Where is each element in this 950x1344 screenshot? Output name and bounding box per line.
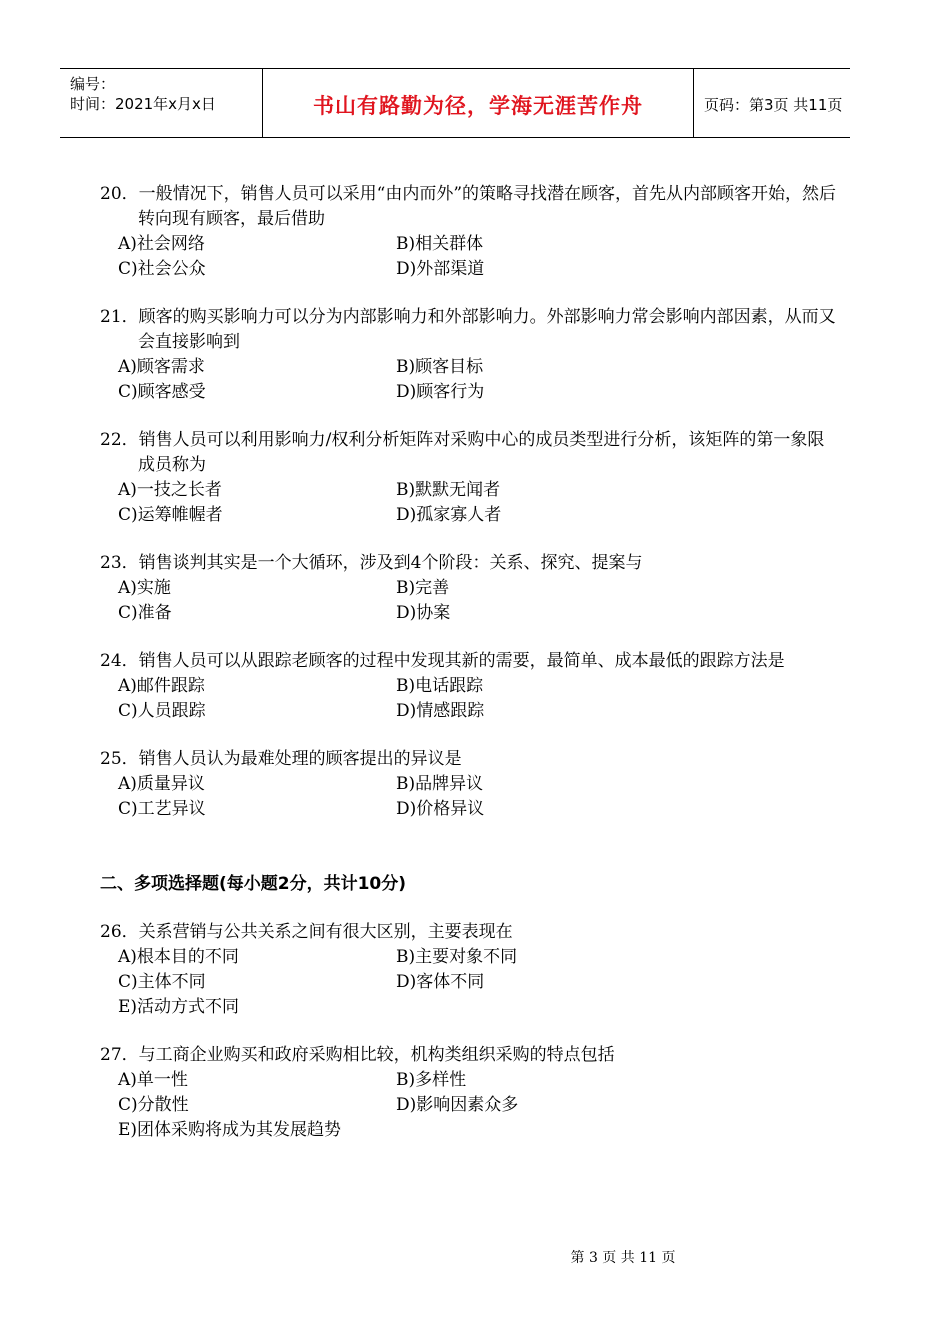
- page-info: 页码：第3页 共11页: [704, 96, 843, 114]
- option-item: E)团体采购将成为其发展趋势: [118, 1120, 342, 1140]
- header-page-cell: [694, 69, 850, 137]
- option-item: A)单一性: [118, 1070, 188, 1090]
- question-options: [100, 355, 840, 405]
- option-item: B)电话跟踪: [396, 676, 484, 696]
- option-item: A)社会网络: [118, 234, 205, 254]
- question-item: [100, 428, 840, 528]
- option-item: B)默默无闻者: [396, 480, 501, 500]
- option-item: C)人员跟踪: [118, 701, 206, 721]
- motto: 书山有路勤为径，学海无涯苦作舟: [313, 94, 643, 118]
- header-meta: [60, 69, 262, 137]
- option-item: D)影响因素众多: [396, 1095, 519, 1115]
- option-item: D)顾客行为: [396, 382, 485, 402]
- option-item: A)实施: [118, 578, 171, 598]
- question-item: [100, 551, 840, 626]
- option-item: B)主要对象不同: [396, 947, 518, 967]
- time-label: 时间：2021年x月x日: [70, 95, 216, 113]
- option-item: C)分散性: [118, 1095, 189, 1115]
- question-stem: 27．与工商企业购买和政府采购相比较，机构类组织采购的特点包括: [100, 1045, 615, 1065]
- option-item: E)活动方式不同: [118, 997, 240, 1017]
- option-item: C)工艺异议: [118, 799, 206, 819]
- question-options: [100, 576, 840, 626]
- question-stem: 23．销售谈判其实是一个大循环，涉及到4个阶段：关系、探究、提案与: [100, 553, 643, 573]
- question-options: [100, 674, 840, 724]
- option-item: B)完善: [396, 578, 450, 598]
- option-item: B)多样性: [396, 1070, 467, 1090]
- page-header: [60, 68, 850, 138]
- question-content: [100, 182, 840, 1166]
- question-options: [100, 232, 840, 282]
- question-stem: 24．销售人员可以从跟踪老顾客的过程中发现其新的需要，最简单、成本最低的跟踪方法是: [100, 651, 785, 671]
- question-item: [100, 747, 840, 822]
- question-options: [100, 1068, 840, 1143]
- question-item: [100, 649, 840, 724]
- section-title: 二、多项选择题(每小题2分，共计10分): [100, 874, 407, 894]
- question-options: [100, 772, 840, 822]
- question-item: [100, 920, 840, 1020]
- question-stem: 22．销售人员可以利用影响力/权利分析矩阵对采购中心的成员类型进行分析，该矩阵的第一象限成员称为: [100, 430, 825, 475]
- option-item: C)顾客感受: [118, 382, 206, 402]
- option-item: C)主体不同: [118, 972, 206, 992]
- option-item: D)价格异议: [396, 799, 485, 819]
- option-item: B)品牌异议: [396, 774, 484, 794]
- option-item: D)外部渠道: [396, 259, 485, 279]
- option-item: A)根本目的不同: [118, 947, 239, 967]
- option-item: A)一技之长者: [118, 480, 222, 500]
- option-item: D)孤家寡人者: [396, 505, 502, 525]
- single-choice-questions: [100, 182, 840, 822]
- option-item: B)相关群体: [396, 234, 484, 254]
- option-item: A)顾客需求: [118, 357, 205, 377]
- option-item: B)顾客目标: [396, 357, 484, 377]
- page-footer: [0, 1247, 950, 1267]
- option-item: D)协案: [396, 603, 451, 623]
- header-motto-cell: [262, 69, 694, 137]
- option-item: C)运筹帷幄者: [118, 505, 223, 525]
- footer-page-number: 第 3 页 共 11 页: [570, 1250, 676, 1266]
- question-stem: 25．销售人员认为最难处理的顾客提出的异议是: [100, 749, 462, 769]
- question-stem: 20．一般情况下，销售人员可以采用“由内而外”的策略寻找潜在顾客，首先从内部顾客开始，然后转向现有顾客，最后借助: [100, 184, 837, 229]
- option-item: D)情感跟踪: [396, 701, 485, 721]
- question-item: [100, 182, 840, 282]
- question-item: [100, 305, 840, 405]
- question-stem: 21．顾客的购买影响力可以分为内部影响力和外部影响力。外部影响力常会影响内部因素，从而又会直接影响到: [100, 307, 836, 352]
- question-options: [100, 945, 840, 1020]
- option-item: A)邮件跟踪: [118, 676, 205, 696]
- id-label: 编号：: [70, 75, 116, 93]
- question-stem: 26．关系营销与公共关系之间有很大区别，主要表现在: [100, 922, 513, 942]
- option-item: C)社会公众: [118, 259, 206, 279]
- question-item: [100, 1043, 840, 1143]
- option-item: C)准备: [118, 603, 172, 623]
- multiple-choice-questions: [100, 920, 840, 1143]
- question-options: [100, 478, 840, 528]
- option-item: A)质量异议: [118, 774, 205, 794]
- option-item: D)客体不同: [396, 972, 485, 992]
